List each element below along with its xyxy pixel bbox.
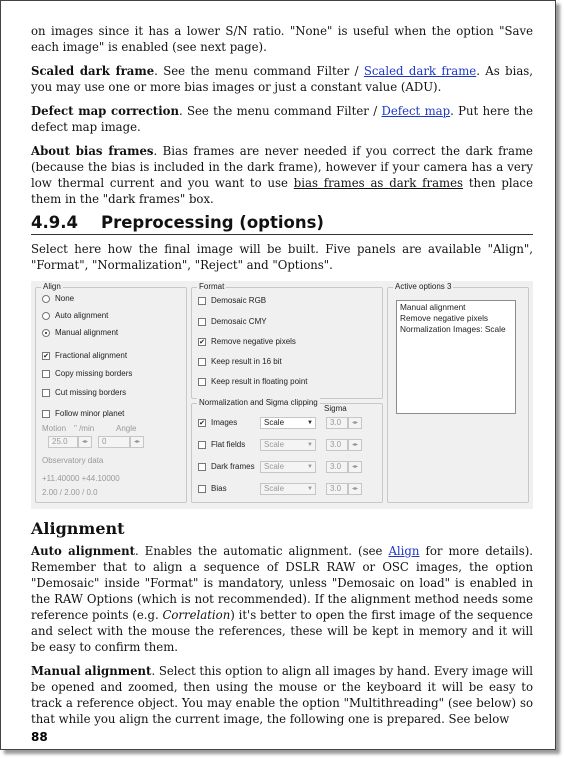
page-number: 88 <box>31 730 48 744</box>
check-copy-missing-borders[interactable]: Copy missing borders <box>42 369 132 379</box>
angle-field[interactable]: 0 <box>98 436 130 448</box>
defect-map-link[interactable]: Defect map <box>381 104 451 118</box>
active-options-list[interactable] <box>396 300 516 414</box>
motion-unit: " /min <box>74 424 95 433</box>
check-remove-negative-pixels[interactable]: ✔ Remove negative pixels <box>199 337 296 346</box>
checkbox-keep-16bit[interactable] <box>198 358 206 366</box>
checkbox-norm-flat[interactable] <box>198 441 206 449</box>
scaled-dark-link[interactable]: Scaled dark frame <box>363 64 477 78</box>
checkbox-cut-borders[interactable] <box>42 389 50 397</box>
check-follow-minor-planet[interactable]: Follow minor planet <box>42 409 124 419</box>
check-fractional-alignment[interactable]: ✔ Fractional alignment <box>43 351 128 360</box>
norm-dark-sigma-stepper[interactable]: ◂▸ <box>348 461 362 473</box>
observatory-coords: +11.40000 +44.10000 <box>42 474 120 483</box>
norm-bias-sigma-stepper[interactable]: ◂▸ <box>348 483 362 495</box>
norm-images-mode-select[interactable]: Scale ▼ <box>260 417 316 429</box>
format-group <box>191 282 383 399</box>
checkbox-norm-images[interactable]: ✔ <box>199 420 205 427</box>
observatory-values: 2.00 / 2.00 / 0.0 <box>42 488 98 497</box>
intro-paragraph: on images since it has a lower S/N ratio. "None" is useful when the option "Save each image" is enabled (see next page). <box>31 24 533 54</box>
section-heading <box>31 215 533 235</box>
scaled-dark-term: Scaled dark frame <box>31 64 155 78</box>
dropdown-arrow-icon: ▼ <box>307 464 313 470</box>
align-link[interactable]: Align <box>388 544 420 558</box>
checkbox-minor-planet[interactable] <box>42 410 50 418</box>
check-cut-missing-borders[interactable]: Cut missing borders <box>42 388 126 398</box>
page-content <box>31 23 533 735</box>
section-title: Preprocessing (options) <box>101 213 324 232</box>
radio-none-circle[interactable] <box>42 295 50 303</box>
sigma-label: Sigma <box>324 404 347 413</box>
list-item[interactable]: Normalization Images: Scale <box>400 324 506 334</box>
checkbox-norm-dark[interactable] <box>198 463 206 471</box>
angle-stepper[interactable]: ◂▸ <box>130 436 144 448</box>
radio-manual-circle[interactable] <box>42 329 50 337</box>
dropdown-arrow-icon: ▼ <box>307 442 313 448</box>
list-item[interactable]: Remove negative pixels <box>400 313 489 323</box>
checkbox-floating-point[interactable] <box>198 378 206 386</box>
defect-map-paragraph: Defect map correction. See the menu command Filter / Defect map. Put here the defect map image. <box>31 104 533 134</box>
motion-stepper[interactable]: ◂▸ <box>78 436 92 448</box>
norm-images-sigma-stepper[interactable]: ◂▸ <box>348 417 362 429</box>
auto-alignment-term: Auto alignment <box>31 544 136 558</box>
normalization-group-title: Normalization and Sigma clipping <box>199 398 318 407</box>
format-group-title: Format <box>199 282 225 291</box>
norm-row-dark-frames[interactable]: Dark frames <box>198 462 255 472</box>
norm-dark-mode-select[interactable]: Scale ▼ <box>260 461 316 473</box>
manual-alignment-term: Manual alignment <box>31 664 152 678</box>
checkbox-demosaic-rgb[interactable] <box>198 297 206 305</box>
active-options-group <box>387 282 529 503</box>
norm-flat-mode-select[interactable]: Scale ▼ <box>260 439 316 451</box>
motion-field[interactable]: 25.0 <box>48 436 78 448</box>
norm-row-bias[interactable]: Bias <box>198 484 227 494</box>
scaled-dark-paragraph: Scaled dark frame. See the menu command Filter / Scaled dark frame. As bias, you may use one or more bias images or just a constant value (ADU). <box>31 64 533 94</box>
norm-flat-sigma-stepper[interactable]: ◂▸ <box>348 439 362 451</box>
auto-alignment-paragraph: Auto alignment. Enables the automatic alignment. (see Align for more details). Remember that to align a sequence of DSLR RAW or OSC images, the option "Demosaic" inside "Format" is mandatory, unless "Demosaic on load" is enabled in the RAW Options (which is not recommended). If the alignment method needs some reference points (e.g. Correlation) it's better to open the first image of the sequence and select with the mouse the references, these will be kept in memory and it will be easy to confirm them. <box>31 544 534 654</box>
norm-images-sigma[interactable]: 3.0 <box>326 417 348 429</box>
align-group <box>35 282 187 503</box>
alignment-heading: Alignment <box>31 519 125 538</box>
dropdown-arrow-icon: ▼ <box>307 486 313 492</box>
bias-frames-paragraph: About bias frames. Bias frames are never needed if you correct the dark frame (because the bias is included in the dark frame), however if your camera has a very low thermal current and you want to use bias frames as dark frames then place them in the "dark frames" box. <box>31 144 534 206</box>
defect-map-term: Defect map correction <box>31 104 179 118</box>
bias-frames-underlined: bias frames as dark frames <box>293 176 464 190</box>
active-options-title: Active options 3 <box>395 282 452 291</box>
observatory-label: Observatory data <box>42 456 104 465</box>
normalization-group <box>191 398 383 503</box>
check-demosaic-rgb[interactable]: Demosaic RGB <box>198 296 266 306</box>
list-item[interactable]: Manual alignment <box>400 302 466 312</box>
check-demosaic-cmy[interactable]: Demosaic CMY <box>198 317 267 327</box>
section-intro: Select here how the final image will be built. Five panels are available "Align", "Format", "Normalization", "Reject" and "Options". <box>31 242 533 272</box>
norm-flat-sigma[interactable]: 3.0 <box>326 439 348 451</box>
manual-alignment-paragraph: Manual alignment. Select this option to align all images by hand. Every image will be opened and zoomed, then using the mouse or the keyboard it will be easy to track a reference object. You may enable the option "Multithreading" (see below) so that while you align the current image, the following one is prepared. See below <box>31 664 533 726</box>
radio-auto-circle[interactable] <box>42 312 50 320</box>
norm-row-flat-fields[interactable]: Flat fields <box>198 440 245 450</box>
check-keep-16-bit[interactable]: Keep result in 16 bit <box>198 357 282 367</box>
motion-label: Motion <box>42 424 67 433</box>
norm-row-images[interactable]: ✔ Images <box>199 418 238 427</box>
dropdown-arrow-icon: ▼ <box>307 420 313 426</box>
checkbox-demosaic-cmy[interactable] <box>198 318 206 326</box>
checkbox-norm-bias[interactable] <box>198 485 206 493</box>
norm-bias-mode-select[interactable]: Scale ▼ <box>260 483 316 495</box>
align-group-title: Align <box>43 282 61 291</box>
section-number: 4.9.4 <box>31 213 78 232</box>
angle-label: Angle <box>116 424 137 433</box>
bias-frames-term: About bias frames <box>31 144 154 158</box>
norm-bias-sigma[interactable]: 3.0 <box>326 483 348 495</box>
check-keep-floating-point[interactable]: Keep result in floating point <box>198 377 308 387</box>
radio-auto-alignment[interactable]: Auto alignment <box>42 311 108 321</box>
norm-dark-sigma[interactable]: 3.0 <box>326 461 348 473</box>
radio-manual-alignment[interactable]: Manual alignment <box>42 328 118 338</box>
radio-none[interactable]: None <box>42 294 74 304</box>
preprocessing-options-dialog <box>31 281 533 509</box>
checkbox-remove-negative[interactable]: ✔ <box>199 339 205 346</box>
checkbox-copy-borders[interactable] <box>42 370 50 378</box>
checkbox-fractional[interactable]: ✔ <box>43 353 49 360</box>
